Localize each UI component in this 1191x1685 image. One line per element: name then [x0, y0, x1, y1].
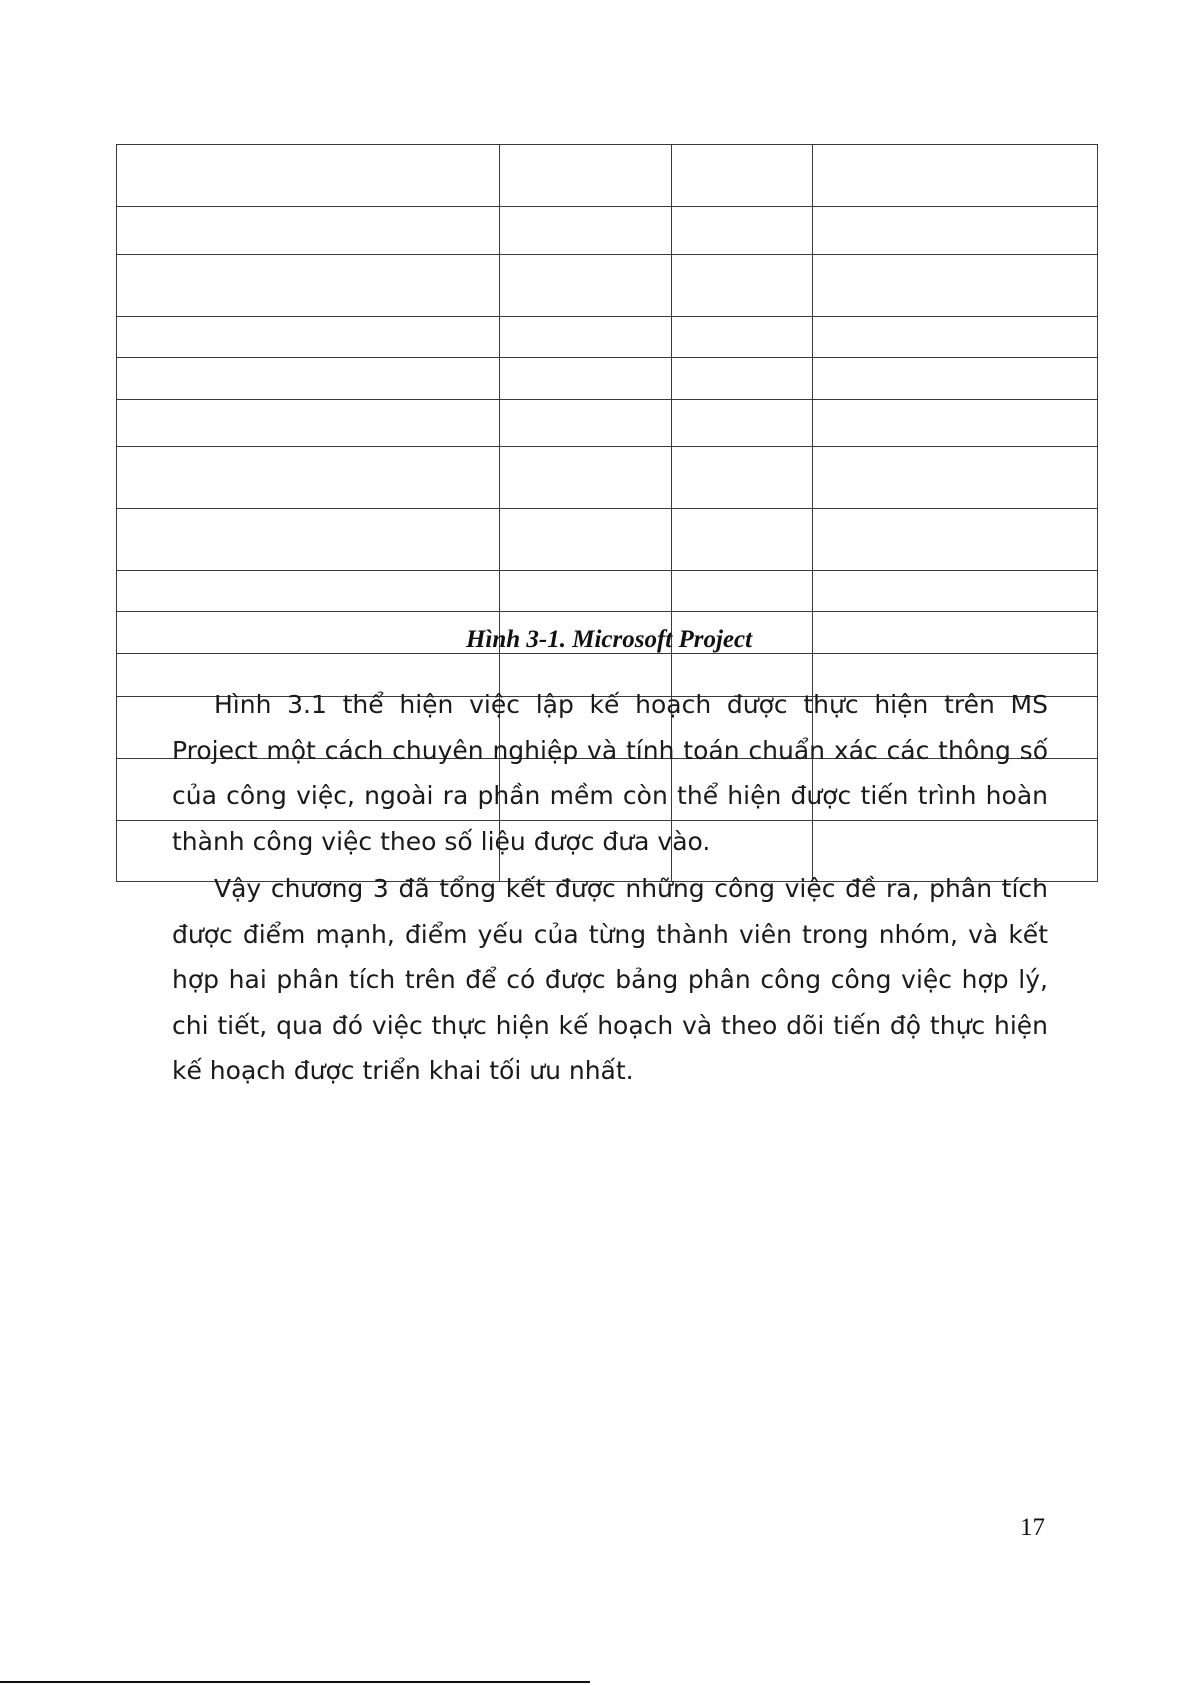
table-cell: [813, 571, 1098, 612]
table-cell: [813, 400, 1098, 447]
table-cell: [117, 255, 500, 317]
table-cell: [500, 571, 672, 612]
table-cell: [672, 255, 813, 317]
table-cell: [117, 509, 500, 571]
body-paragraph: Vậy chương 3 đã tổng kết được những công việc đề ra, phân tích được điểm mạnh, điểm yếu của từng thành viên trong nhóm, và kết hợp hai phân tích trên để có được bảng phân công công việc hợp lý, chi tiết, qua đó việc thực hiện kế hoạch và theo dõi tiến độ thực hiện kế hoạch được triển khai tối ưu nhất.: [172, 874, 1048, 1085]
table-cell: [117, 145, 500, 207]
table-cell: [117, 447, 500, 509]
table-cell: [813, 317, 1098, 358]
table-cell: [500, 358, 672, 400]
footer-rule: [0, 1681, 590, 1683]
table-cell: [813, 255, 1098, 317]
table-cell: [672, 447, 813, 509]
table-cell: [500, 509, 672, 571]
table-cell: [500, 447, 672, 509]
table-cell: [672, 400, 813, 447]
table-cell: [672, 509, 813, 571]
table-cell: [117, 207, 500, 255]
table-cell: [672, 571, 813, 612]
table-cell: [500, 255, 672, 317]
table-cell: [500, 317, 672, 358]
table-cell: [500, 145, 672, 207]
table-cell: [813, 145, 1098, 207]
page-number: 17: [1020, 1514, 1045, 1541]
table-cell: [500, 207, 672, 255]
figure-caption: Hình 3-1. Microsoft Project: [465, 626, 753, 653]
table-cell: [813, 207, 1098, 255]
table-cell: [672, 145, 813, 207]
table-cell: [672, 317, 813, 358]
table-cell: [813, 358, 1098, 400]
table-cell: [500, 400, 672, 447]
table-cell: [117, 571, 500, 612]
table-cell: [117, 317, 500, 358]
body-paragraph: Hình 3.1 thể hiện việc lập kế hoạch được thực hiện trên MS Project một cách chuyên nghiệp và tính toán chuẩn xác các thông số của công việc, ngoài ra phần mềm còn thể hiện được tiến trình hoàn thành công việc theo số liệu được đưa vào.: [172, 690, 1048, 856]
table-cell: [117, 358, 500, 400]
table-cell: [813, 447, 1098, 509]
table-cell: [117, 400, 500, 447]
table-cell: [672, 358, 813, 400]
table-cell: [672, 207, 813, 255]
table-cell: [813, 509, 1098, 571]
